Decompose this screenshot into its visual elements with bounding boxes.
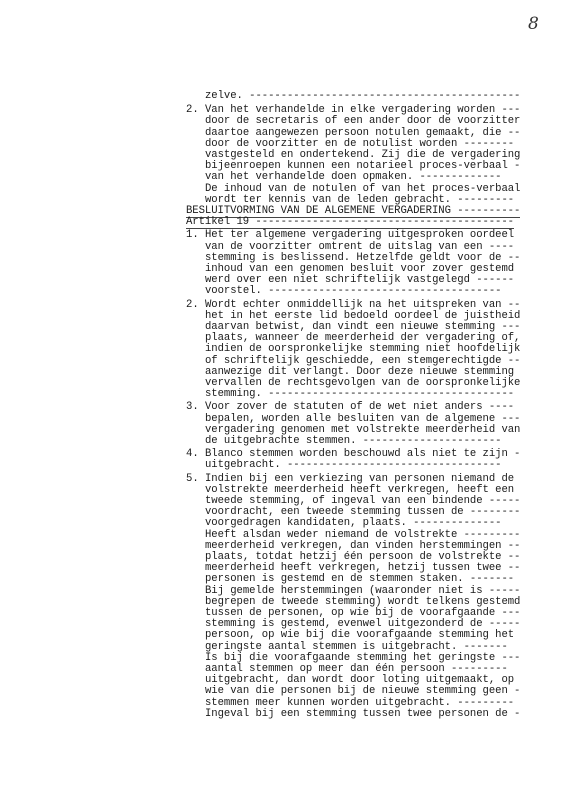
text-line: plaats, totdat hetzij één persoon de volstrekte --	[205, 551, 521, 563]
text-line: door de secretaris of een ander door de voorzitter	[205, 115, 521, 128]
text-line: inhoud van een genomen besluit voor zover gestemd	[205, 263, 515, 275]
text-line: daarvan betwist, dan vindt een nieuwe stemming ---	[205, 321, 521, 333]
text-line: voorgedragen kandidaten, plaats. --------------	[205, 517, 502, 530]
text-line: vastgesteld en ondertekend. Zij die de vergadering	[205, 149, 521, 161]
text-line: Van het verhandelde in elke vergadering worden ---	[205, 104, 521, 117]
text-line: door de voorzitter en de notulist worden --------	[205, 137, 515, 150]
section-heading: BESLUITVORMING VAN DE ALGEMENE VERGADERING ----------	[186, 205, 521, 217]
article-heading: Artikel 19 -----------------------------------------	[186, 216, 514, 229]
text-line: Blanco stemmen worden beschouwd als niet te zijn -	[205, 448, 521, 461]
text-line: Heeft alsdan weder niemand de volstrekte ---------	[205, 528, 521, 541]
text-line: De inhoud van de notulen of van het proces-verbaal	[205, 182, 521, 195]
text-line: vergadering genomen met volstrekte meerderheid van	[205, 423, 521, 436]
text-line: werd over een niet schriftelijk vastgelegd ------	[205, 274, 515, 287]
text-line: aanwezige dit verlangt. Door deze nieuwe stemming	[205, 365, 515, 378]
text-line: tweede stemming, of ingeval van een bindende -----	[205, 495, 521, 507]
text-line: meerderheid verkregen, dan vinden herstemmingen --	[205, 539, 521, 552]
item-number: 1.	[186, 229, 199, 242]
item-number: 2.	[186, 298, 199, 311]
text-line: het in het eerste lid bedoeld oordeel de juistheid	[205, 309, 521, 322]
text-line: wordt ter kennis van de leden gebracht. ---------	[205, 193, 515, 206]
text-line: voorstel. -------------------------------------	[205, 285, 502, 298]
text-line: bepalen, worden alle besluiten van de algemene ---	[205, 412, 521, 425]
text-line: voordracht, een tweede stemming tussen de --------	[205, 506, 521, 519]
text-line: Voor zover de statuten of de wet niet anders ----	[205, 401, 515, 414]
item-number: 3.	[186, 401, 199, 414]
text-line: Bij gemelde herstemmingen (waaronder niet is -----	[205, 584, 521, 597]
text-line: Wordt echter onmiddellijk na het uitspreken van --	[205, 298, 521, 311]
text-line: indien de oorspronkelijke stemming niet hoofdelijk	[205, 343, 521, 356]
text-line: stemmen meer kunnen worden uitgebracht. ---------	[205, 696, 515, 709]
text-line: begrepen de tweede stemming) wordt telkens gestemd	[205, 595, 521, 608]
text-line: stemming. ---------------------------------------	[205, 388, 515, 401]
text-line: uitgebracht. ----------------------------------	[205, 459, 502, 472]
page-number-handwritten: 8	[528, 14, 539, 34]
text-line: wie van die personen bij de nieuwe stemming geen -	[205, 685, 521, 698]
item-number: 2.	[186, 104, 199, 117]
text-line: volstrekte meerderheid heeft verkregen, heeft een	[205, 483, 515, 496]
text-line: Is bij die voorafgaande stemming het geringste ---	[205, 651, 521, 664]
text-line: Ingeval bij een stemming tussen twee personen de -	[205, 707, 521, 720]
text-line: de uitgebrachte stemmen. ----------------------	[205, 435, 502, 447]
text-line: geringste aantal stemmen is uitgebracht. -------	[205, 640, 508, 653]
text-line: Het ter algemene vergadering uitgesproken oordeel	[205, 229, 515, 242]
text-line: vervallen de rechtsgevolgen van de oorspronkelijke	[205, 377, 521, 389]
text-line: van het verhandelde doen opmaken. -------------	[205, 171, 502, 184]
text-line: plaats, wanneer de meerderheid der vergadering of,	[205, 332, 521, 345]
text-line: aantal stemmen op meer dan één persoon ---------	[205, 663, 508, 675]
text-line: personen is gestemd en de stemmen staken. -------	[205, 573, 515, 586]
text-line: tussen de personen, op wie bij de voorafgaande ---	[205, 607, 521, 619]
text-line: meerderheid heeft verkregen, hetzij tussen twee --	[205, 562, 521, 575]
text-line: van de voorzitter omtrent de uitslag van een ----	[205, 240, 515, 253]
text-line: zelve. -------------------------------------------	[205, 90, 521, 102]
text-line: daartoe aangewezen persoon notulen gemaakt, die --	[205, 126, 521, 139]
text-line: of schriftelijk geschiedde, een stemgerechtigde --	[205, 354, 521, 367]
item-number: 4.	[186, 448, 199, 461]
text-line: uitgebracht, dan wordt door loting uitgemaakt, op	[205, 674, 515, 687]
text-line: persoon, op wie bij die voorafgaande stemming het	[205, 629, 515, 642]
text-line: Indien bij een verkiezing van personen niemand de	[205, 472, 515, 485]
text-line: bijeenroepen kunnen een notarieel proces-verbaal -	[205, 160, 521, 173]
text-line: stemming is beslissend. Hetzelfde geldt voor de --	[205, 251, 521, 264]
item-number: 5.	[186, 472, 199, 485]
text-line: stemming is gestemd, evenwel uitgezonderd de -----	[205, 618, 521, 631]
